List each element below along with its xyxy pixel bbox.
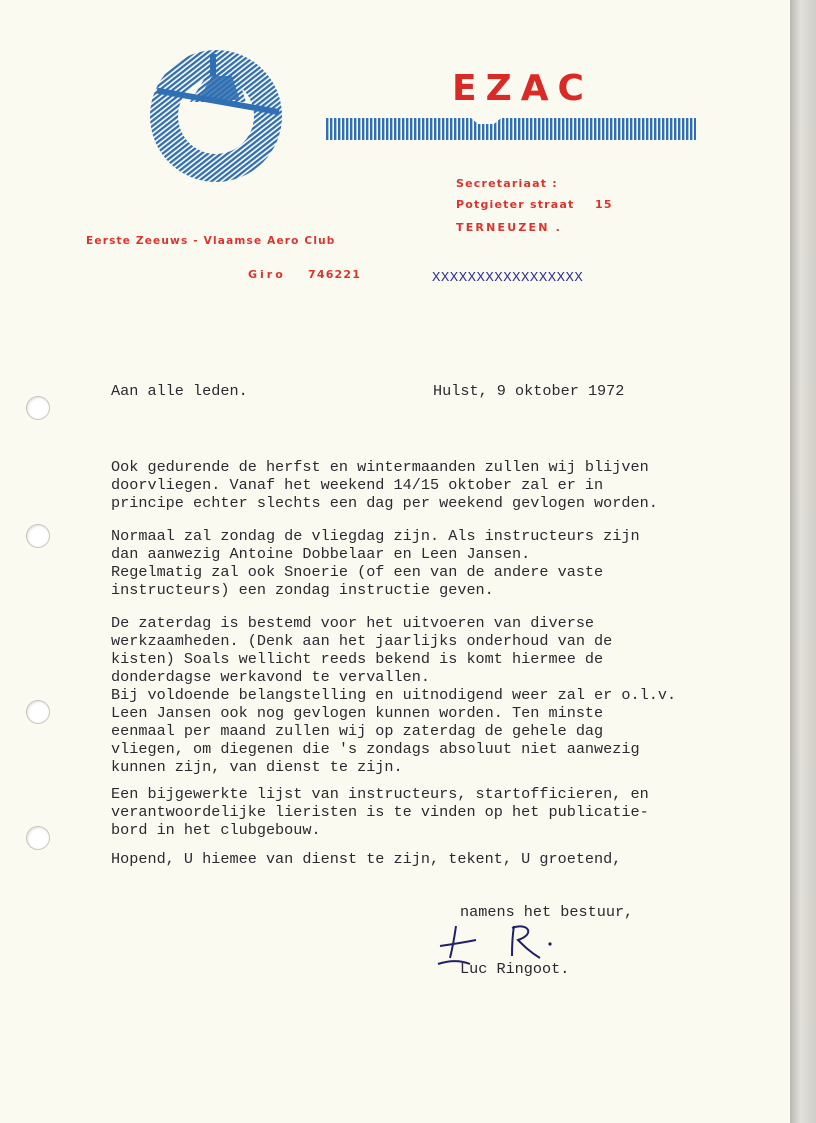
secretariat-street: Potgieter straat [456, 198, 575, 211]
giro-number: 746221 [308, 268, 362, 281]
text-line: doorvliegen. Vanaf het weekend 14/15 oktober zal er in [111, 476, 604, 494]
salutation: Aan alle leden. [111, 382, 248, 400]
closing: namens het bestuur, [460, 903, 634, 921]
text-line: Hopend, U hiemee van dienst te zijn, tekent, U groetend, [111, 850, 622, 868]
text-line: Leen Jansen ook nog gevlogen kunnen worden. Ten minste [111, 704, 604, 722]
text-line: Regelmatig zal ook Snoerie (of een van de andere vaste [111, 563, 604, 581]
secretariat-house-number: 15 [595, 198, 613, 211]
text-line: Bij voldoende belangstelling en uitnodigend weer zal er o.l.v. [111, 686, 677, 704]
signatory-name: Luc Ringoot. [460, 960, 570, 978]
club-logo-icon [150, 30, 282, 186]
punch-hole [26, 396, 50, 420]
secretariat-label: Secretariaat : [456, 177, 558, 190]
text-line: Een bijgewerkte lijst van instructeurs, startofficieren, en [111, 785, 649, 803]
text-line: Normaal zal zondag de vliegdag zijn. Als instructeurs zijn [111, 527, 640, 545]
paragraph [111, 458, 658, 512]
club-name: Eerste Zeeuws - Vlaamse Aero Club [86, 235, 336, 247]
place-date: Hulst, 9 oktober 1972 [433, 382, 625, 400]
punch-hole [26, 524, 50, 548]
struck-out-line: XXXXXXXXXXXXXXXXX [432, 270, 584, 286]
text-line: kisten) Soals wellicht reeds bekend is komt hiermee de [111, 650, 604, 668]
text-line: vliegen, om diegenen die 's zondags absoluut niet aanwezig [111, 740, 640, 758]
paper-edge [790, 0, 816, 1123]
text-line: Ook gedurende de herfst en wintermaanden zullen wij blijven [111, 458, 649, 476]
paragraph [111, 785, 649, 839]
punch-hole [26, 700, 50, 724]
text-line: bord in het clubgebouw. [111, 821, 321, 839]
brand-name: EZAC [452, 68, 593, 109]
paragraph [111, 527, 640, 599]
text-line: werkzaamheden. (Denk aan het jaarlijks onderhoud van de [111, 632, 613, 650]
giro-label: Giro [248, 268, 286, 281]
secretariat-city: TERNEUZEN . [456, 221, 563, 234]
punch-hole [26, 826, 50, 850]
text-line: eenmaal per maand zullen wij op zaterdag de gehele dag [111, 722, 604, 740]
text-line: kunnen zijn, van dienst te zijn. [111, 758, 403, 776]
paragraph [111, 614, 676, 776]
text-line: dan aanwezig Antoine Dobbelaar en Leen Jansen. [111, 545, 531, 563]
letterhead-striped-rule [326, 118, 696, 140]
text-line: De zaterdag is bestemd voor het uitvoeren van diverse [111, 614, 595, 632]
text-line: donderdagse werkavond te vervallen. [111, 668, 430, 686]
paragraph [111, 850, 621, 868]
text-line: instructeurs) een zondag instructie geven. [111, 581, 494, 599]
text-line: verantwoordelijke lieristen is te vinden op het publicatie- [111, 803, 649, 821]
text-line: principe echter slechts een dag per weekend gevlogen worden. [111, 494, 658, 512]
